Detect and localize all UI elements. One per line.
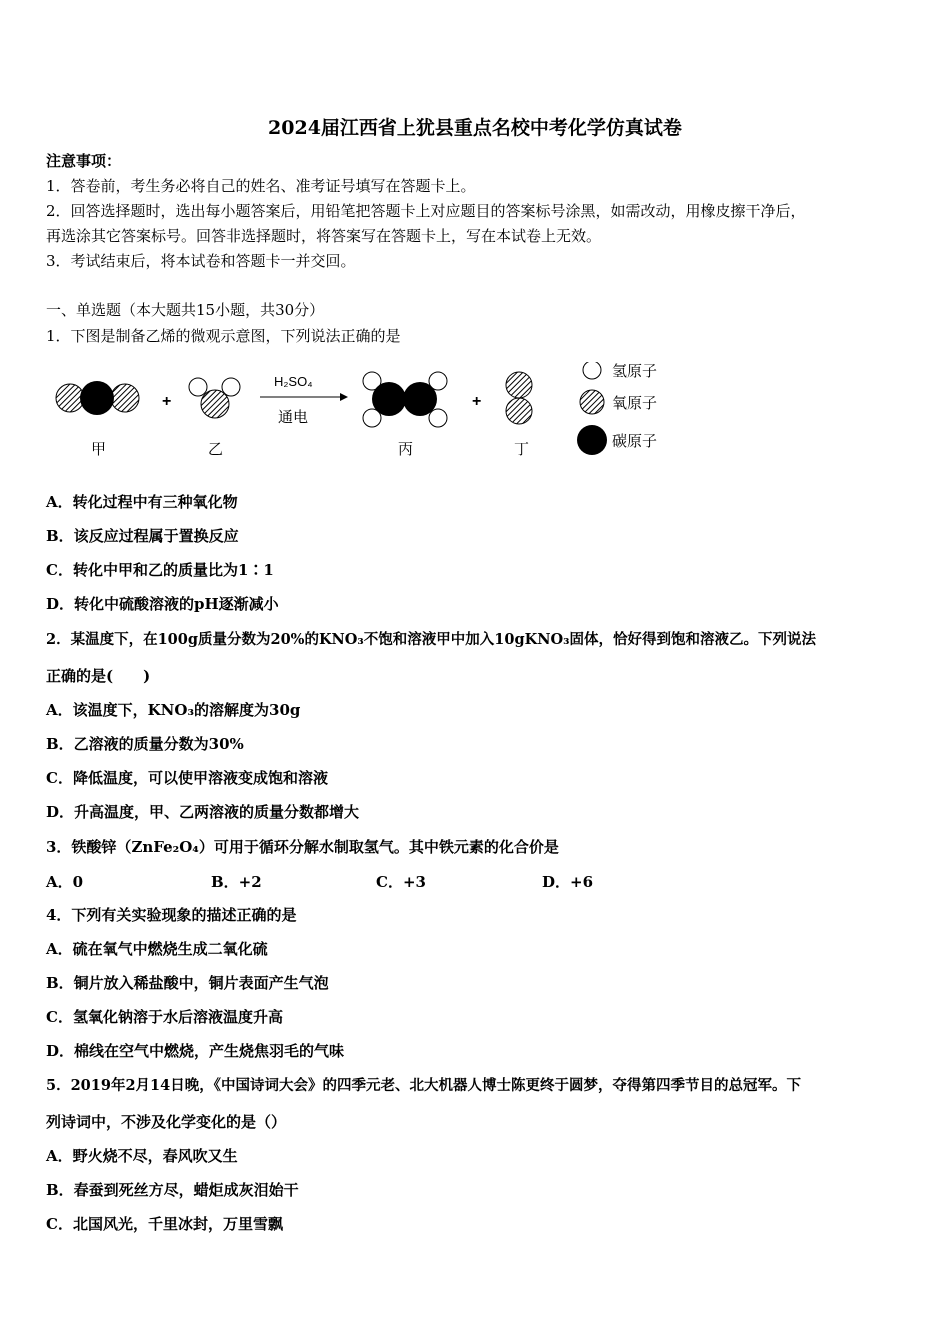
- label-jia: 甲: [91, 440, 107, 458]
- q5-option-a: A．野火烧不尽，春风吹又生: [46, 1147, 238, 1165]
- q2-stem-line2: 正确的是( ): [46, 667, 151, 685]
- q4-option-c: C．氢氧化钠溶于水后溶液温度升高: [46, 1008, 283, 1026]
- q4-option-b: B．铜片放入稀盐酸中，铜片表面产生气泡: [46, 974, 329, 992]
- notice-item-2-cont: 再选涂其它答案标号。回答非选择题时，将答案写在答题卡上，写在本试卷上无效。: [46, 227, 602, 245]
- molecule-bing: [363, 372, 447, 427]
- legend-carbon-icon: [577, 425, 607, 455]
- q5-option-b: B．春蚕到死丝方尽，蜡炬成灰泪始干: [46, 1181, 299, 1199]
- legend-oxygen-icon: [580, 390, 604, 414]
- q2-stem-line1: 2．某温度下，在100g质量分数为20%的KNO₃不饱和溶液甲中加入10gKNO₃固体，恰好得到饱和溶液乙。下列说法: [46, 631, 816, 648]
- label-yi: 乙: [208, 440, 224, 458]
- carbon-atom: [80, 381, 114, 415]
- page-title: 2024届江西省上犹县重点名校中考化学仿真试卷: [268, 117, 682, 139]
- q1-option-c: C．转化中甲和乙的质量比为1∶1: [46, 561, 274, 579]
- oxygen-atom: [111, 384, 139, 412]
- q3-option-c: C．+3: [376, 873, 426, 891]
- q5-option-c: C．北国风光，千里冰封，万里雪飘: [46, 1215, 283, 1233]
- q3-stem: 3．铁酸锌（ZnFe₂O₄）可用于循环分解水制取氢气。其中铁元素的化合价是: [46, 838, 559, 856]
- q3-option-b: B．+2: [211, 873, 262, 891]
- oxygen-atom: [56, 384, 84, 412]
- q2-option-c: C．降低温度，可以使甲溶液变成饱和溶液: [46, 769, 328, 787]
- q1-option-a: A．转化过程中有三种氧化物: [46, 493, 238, 511]
- oxygen-atom: [201, 390, 229, 418]
- legend-carbon-label: 碳原子: [612, 432, 658, 450]
- carbon-atom: [372, 382, 406, 416]
- carbon-atom: [403, 382, 437, 416]
- molecule-jia: [56, 381, 139, 415]
- notice-heading: 注意事项：: [46, 152, 122, 170]
- q5-stem-line2: 列诗词中，不涉及化学变化的是（）: [46, 1113, 287, 1131]
- q3-option-d: D．+6: [542, 873, 594, 891]
- arrow-condition: 通电: [278, 408, 309, 426]
- q1-stem: 1．下图是制备乙烯的微观示意图，下列说法正确的是: [46, 327, 401, 345]
- legend-hydrogen-icon: [583, 362, 601, 379]
- q5-stem-line1: 5．2019年2月14日晚，《中国诗词大会》的四季元老、北大机器人博士陈更终于圆梦，夺得第四季节目的总冠军。下: [46, 1077, 801, 1094]
- hydrogen-atom: [189, 378, 207, 396]
- hydrogen-atom: [429, 409, 447, 427]
- q2-option-a: A．该温度下，KNO₃的溶解度为30g: [46, 701, 301, 719]
- q1-option-d: D．转化中硫酸溶液的pH逐渐减小: [46, 595, 279, 613]
- plus-sign: +: [472, 393, 482, 410]
- q1-option-b: B．该反应过程属于置换反应: [46, 527, 239, 545]
- arrow-catalyst: H₂SO₄: [274, 374, 313, 389]
- molecule-yi: [189, 378, 240, 418]
- notice-item-2: 2．回答选择题时，选出每小题答案后，用铅笔把答题卡上对应题目的答案标号涂黑，如需改动，用橡皮擦干净后，: [46, 202, 806, 220]
- notice-item-1: 1．答卷前，考生务必将自己的姓名、准考证号填写在答题卡上。: [46, 177, 476, 195]
- q4-option-d: D．棉线在空气中燃烧，产生烧焦羽毛的气味: [46, 1042, 345, 1060]
- molecule-ding: [506, 372, 532, 424]
- reaction-diagram: [46, 362, 686, 467]
- q3-option-a: A．0: [46, 873, 84, 891]
- q4-option-a: A．硫在氧气中燃烧生成二氧化硫: [46, 940, 268, 958]
- notice-item-3: 3．考试结束后，将本试卷和答题卡一并交回。: [46, 252, 356, 270]
- label-bing: 丙: [398, 440, 414, 458]
- legend: [577, 362, 657, 455]
- section-heading: 一、单选题（本大题共15小题，共30分）: [46, 301, 325, 319]
- plus-sign: +: [162, 393, 172, 410]
- legend-hydrogen-label: 氢原子: [612, 362, 658, 380]
- q2-option-b: B．乙溶液的质量分数为30%: [46, 735, 244, 753]
- arrow-head: [340, 393, 348, 401]
- oxygen-atom: [506, 372, 532, 398]
- legend-oxygen-label: 氧原子: [612, 394, 658, 412]
- q4-stem: 4．下列有关实验现象的描述正确的是: [46, 906, 297, 924]
- label-ding: 丁: [514, 440, 530, 458]
- oxygen-atom: [506, 398, 532, 424]
- q2-option-d: D．升高温度，甲、乙两溶液的质量分数都增大: [46, 803, 360, 821]
